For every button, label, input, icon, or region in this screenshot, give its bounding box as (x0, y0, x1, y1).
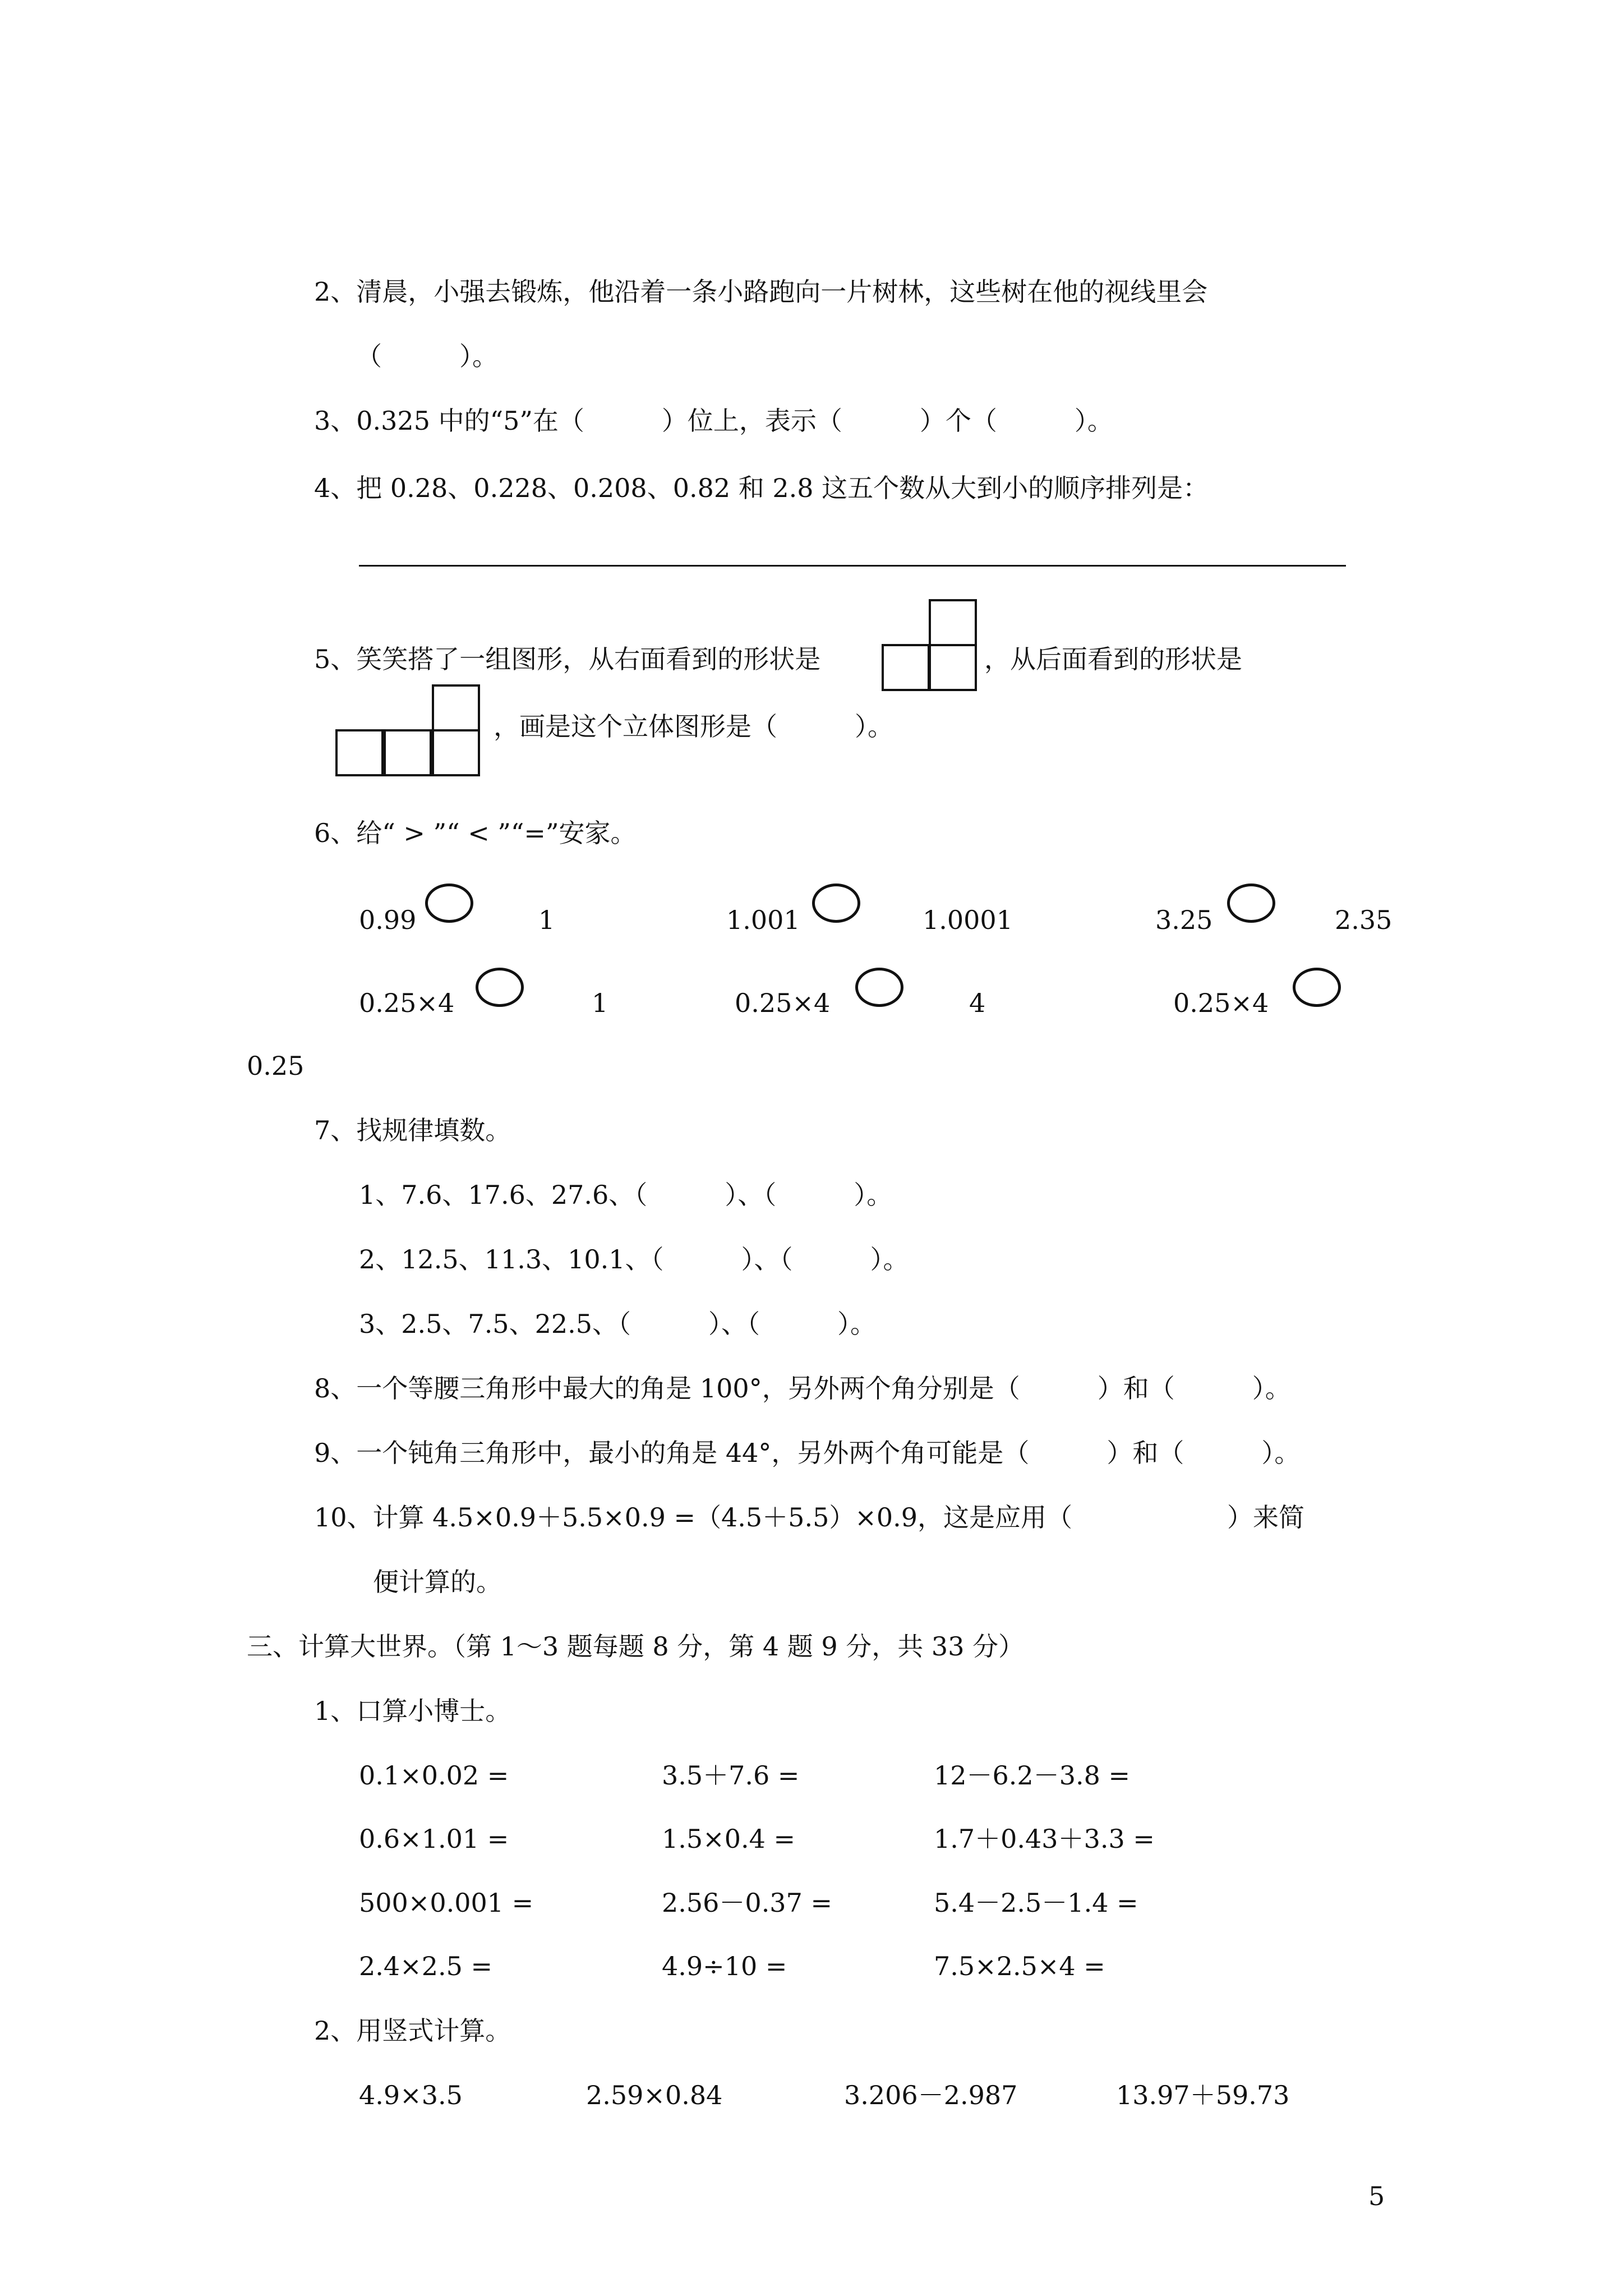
vertical-calc-item: 2.59×0.84 (586, 2080, 723, 2110)
vertical-calc-item: 3.206－2.987 (844, 2080, 1018, 2110)
oral-item: 1.5×0.4 = (662, 1824, 796, 1854)
q4-text: 4、把 0.28、0.228、0.208、0.82 和 2.8 这五个数从大到小的顺序排列是： (314, 473, 1209, 503)
figure-cell (882, 644, 930, 691)
oral-item: 2.4×2.5 = (359, 1951, 493, 1981)
compare-circle[interactable] (855, 968, 903, 1007)
oral-item: 5.4－2.5－1.4 = (934, 1888, 1138, 1918)
q7-item: 2、12.5、11.3、10.1、（ ）、（ ）。 (359, 1244, 909, 1274)
oral-item: 0.6×1.01 = (359, 1824, 509, 1854)
vertical-calc-item: 13.97＋59.73 (1116, 2080, 1290, 2110)
oral-item: 2.56－0.37 = (662, 1888, 833, 1918)
compare-circle[interactable] (1227, 884, 1275, 923)
compare-left: 1.001 (726, 905, 800, 935)
page-number: 5 (1368, 2181, 1385, 2211)
oral-item: 7.5×2.5×4 = (934, 1951, 1105, 1981)
q8-text: 8、一个等腰三角形中最大的角是 100°，另外两个角分别是（ ）和（ ）。 (314, 1373, 1291, 1404)
q10-line2: 便计算的。 (373, 1567, 502, 1597)
oral-title: 1、口算小博士。 (314, 1696, 511, 1726)
compare-left: 0.25×4 (735, 988, 831, 1018)
compare-circle[interactable] (476, 968, 524, 1007)
q6-title: 6、给“ > ”“ < ”“=”安家。 (314, 818, 637, 848)
figure-cell (384, 729, 432, 776)
figure-cell (432, 729, 480, 776)
compare-circle[interactable] (425, 884, 473, 923)
oral-item: 0.1×0.02 = (359, 1760, 509, 1791)
compare-right: 1.0001 (923, 905, 1013, 935)
vertical-calc-item: 4.9×3.5 (359, 2080, 463, 2110)
compare-left: 0.25×4 (359, 988, 455, 1018)
section-heading: 三、计算大世界。（第 1～3 题每题 8 分，第 4 题 9 分，共 33 分） (247, 1631, 1025, 1662)
figure-cell (432, 684, 480, 731)
compare-right: 1 (538, 905, 555, 935)
compare-right: 4 (969, 988, 986, 1018)
q2-line2: （ ）。 (356, 341, 498, 371)
oral-item: 3.5＋7.6 = (662, 1760, 800, 1791)
compare-left: 0.25×4 (1173, 988, 1269, 1018)
figure-cell (929, 599, 977, 646)
compare-circle[interactable] (812, 884, 860, 923)
oral-item: 12－6.2－3.8 = (934, 1760, 1131, 1791)
figure-cell (929, 644, 977, 691)
q5-text-part3: ，画是这个立体图形是（ ）。 (494, 711, 893, 742)
q2-line1: 2、清晨，小强去锻炼，他沿着一条小路跑向一片树林，这些树在他的视线里会 (314, 277, 1208, 307)
q7-item: 1、7.6、17.6、27.6、（ ）、（ ）。 (359, 1180, 893, 1210)
q10-line1: 10、计算 4.5×0.9＋5.5×0.9 =（4.5＋5.5）×0.9，这是应用（ ）来简 (314, 1502, 1305, 1533)
q4-answer-line (359, 565, 1346, 567)
figure-cell (335, 729, 384, 776)
oral-item: 1.7＋0.43＋3.3 = (934, 1824, 1155, 1854)
compare-right: 1 (592, 988, 608, 1018)
q7-item: 3、2.5、7.5、22.5、（ ）、（ ）。 (359, 1309, 876, 1339)
vertical-calc-title: 2、用竖式计算。 (314, 2016, 511, 2046)
compare-circle[interactable] (1293, 968, 1341, 1007)
compare-right-wrapped: 0.25 (247, 1051, 305, 1081)
oral-item: 500×0.001 = (359, 1888, 534, 1918)
oral-item: 4.9÷10 = (662, 1951, 787, 1981)
q7-title: 7、找规律填数。 (314, 1115, 511, 1145)
q5-text-part1: 5、笑笑搭了一组图形，从右面看到的形状是 (314, 644, 821, 674)
compare-right: 2.35 (1335, 905, 1393, 935)
q5-text-part2: ，从后面看到的形状是 (984, 644, 1242, 674)
compare-left: 3.25 (1155, 905, 1213, 935)
q3-text: 3、0.325 中的“5”在（ ）位上，表示（ ）个（ ）。 (314, 406, 1113, 436)
compare-left: 0.99 (359, 905, 417, 935)
q9-text: 9、一个钝角三角形中，最小的角是 44°，另外两个角可能是（ ）和（ ）。 (314, 1438, 1301, 1468)
